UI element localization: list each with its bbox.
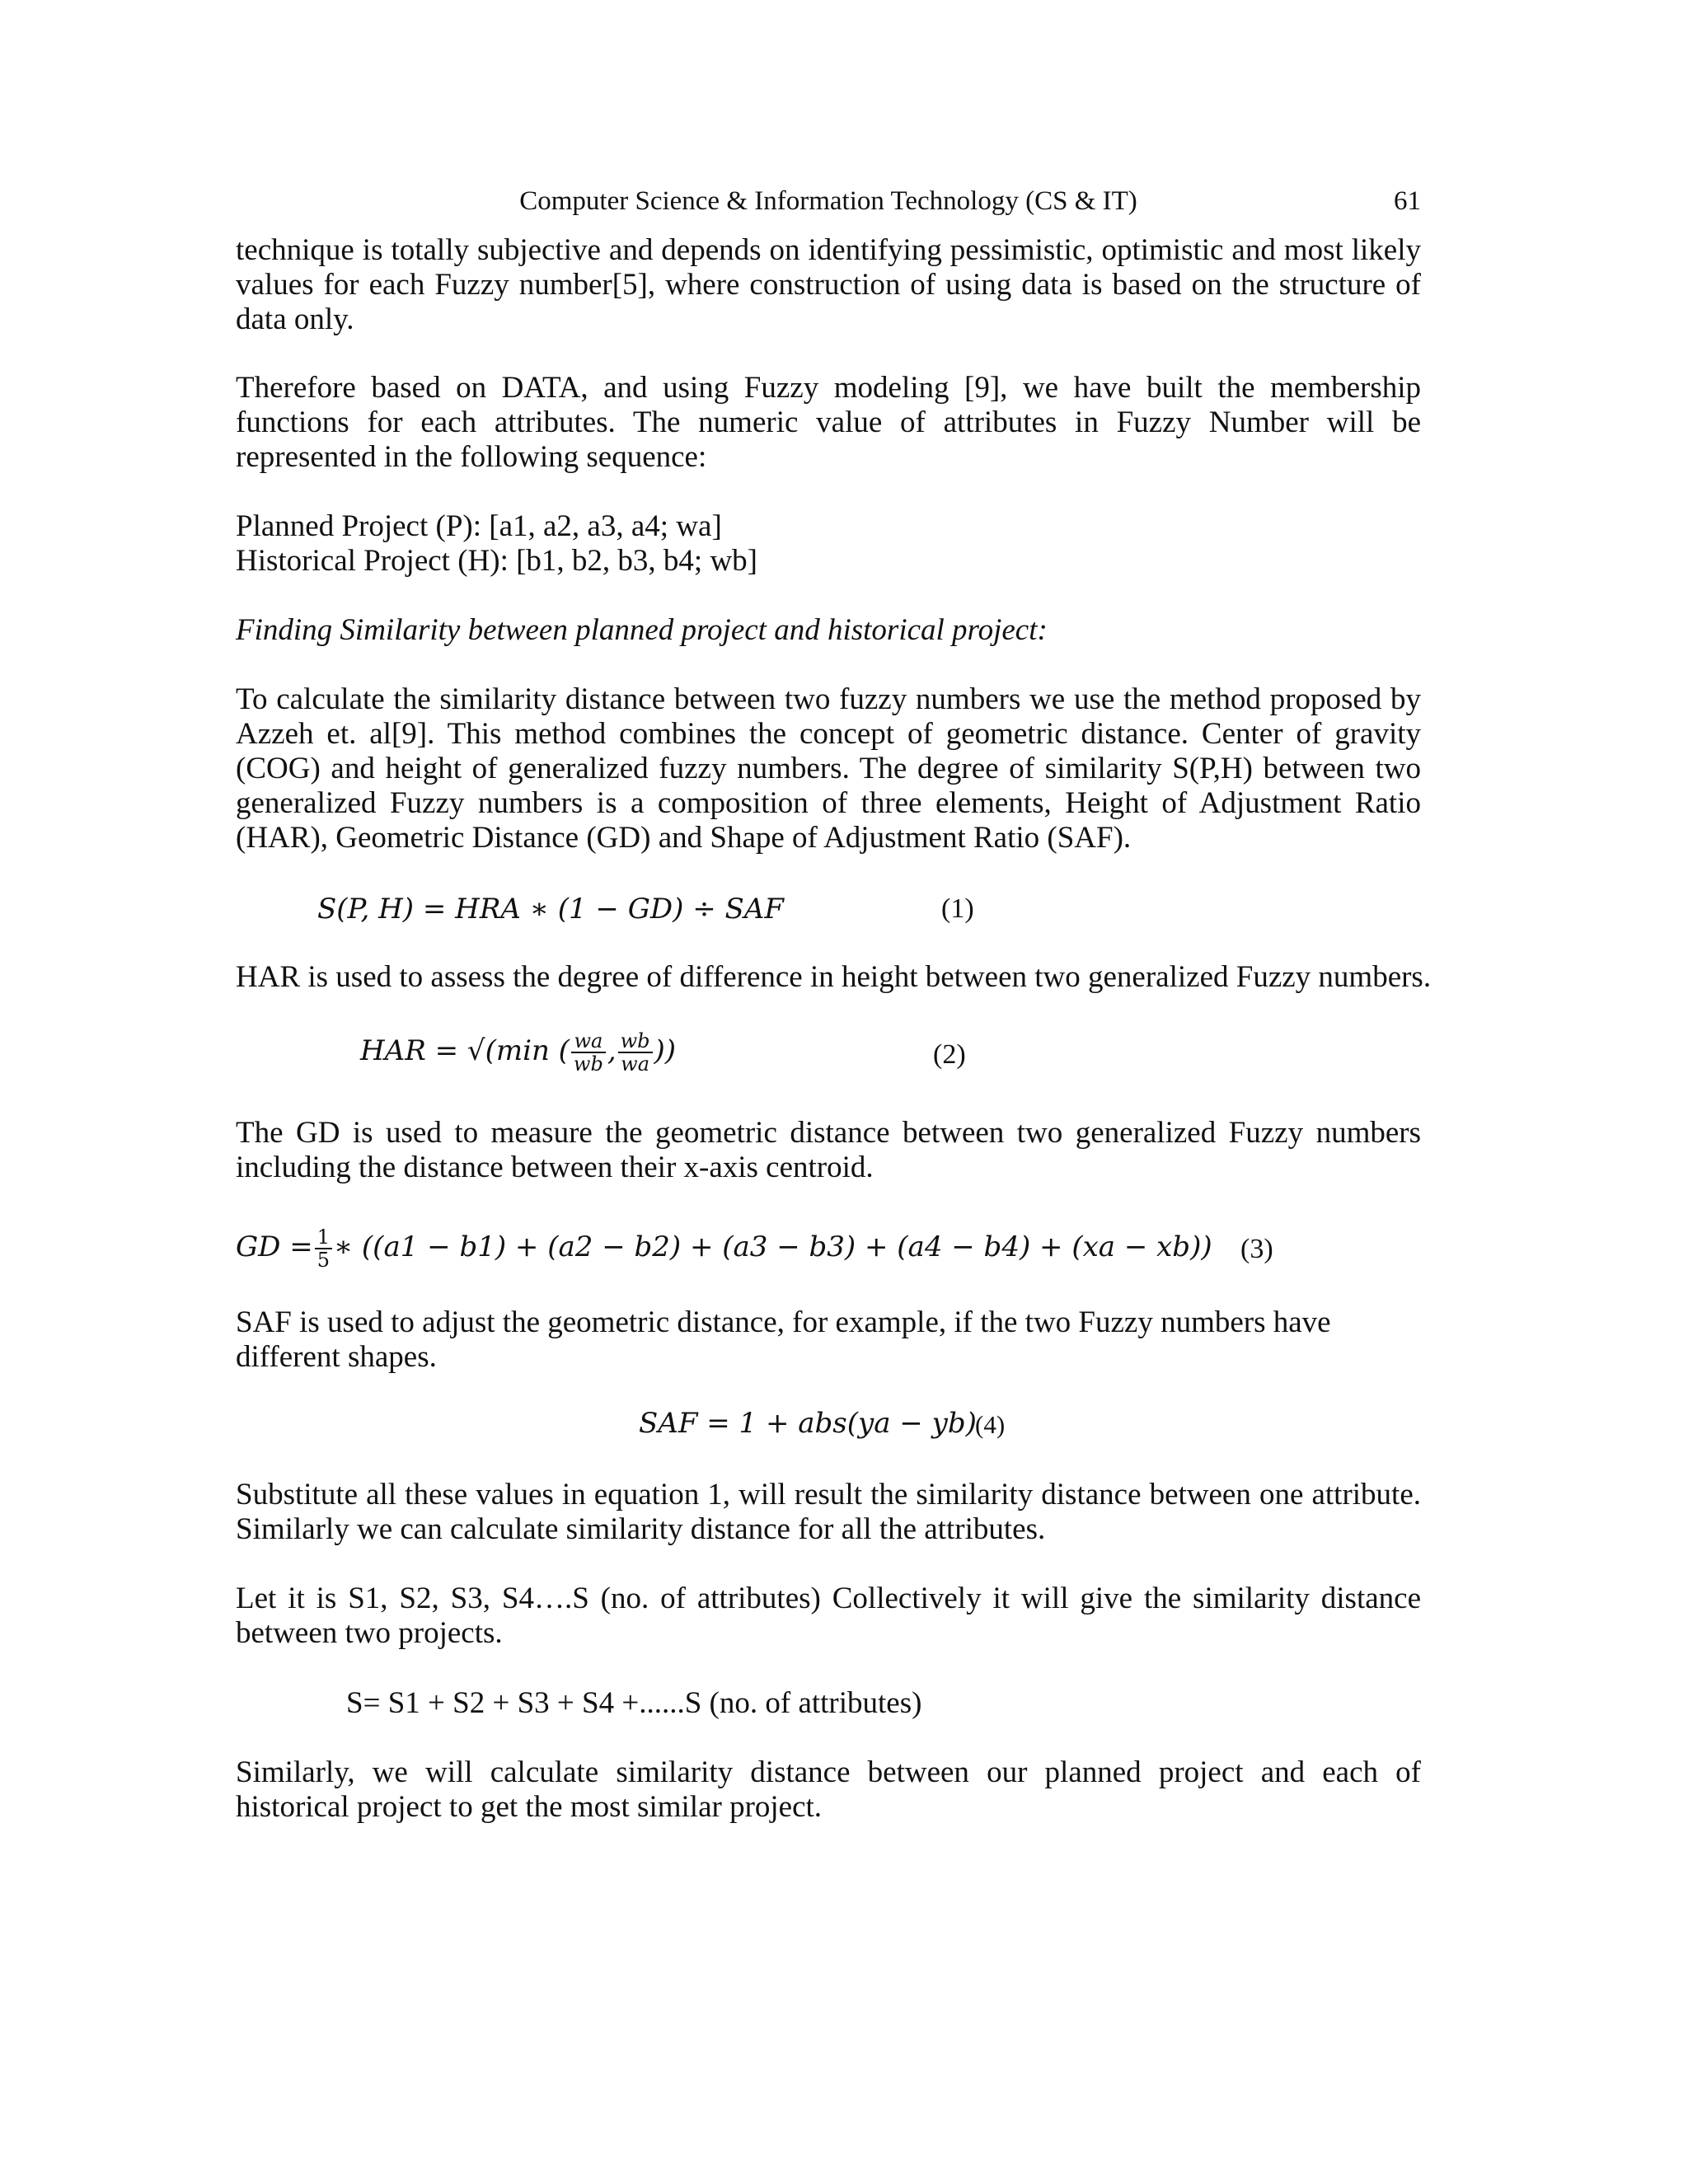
paragraph-let-it-be: Let it is S1, S2, S3, S4….S (no. of attributes) Collectively it will give the similarity distance between two projects. [236, 1582, 1421, 1650]
equation-2-number: (2) [933, 1039, 966, 1070]
fraction-denominator: wb [573, 1052, 603, 1076]
equation-2 [360, 1030, 676, 1075]
equation-1: S(P, H) = HRA ∗ (1 − GD) ÷ SAF [317, 893, 784, 926]
equation-3 [236, 1226, 1212, 1271]
paragraph-gd: The GD is used to measure the geometric distance between two generalized Fuzzy numbers including the distance between their x-axis centroid. [236, 1116, 1421, 1184]
equation-4: SAF = 1 + abs(ya − yb) [639, 1407, 977, 1440]
section-subheading: Finding Similarity between planned project and historical project: [236, 613, 1048, 647]
paragraph-saf: SAF is used to adjust the geometric distance, for example, if the two Fuzzy numbers have different shapes. [236, 1305, 1331, 1374]
sum-equation: S= S1 + S2 + S3 + S4 +......S (no. of attributes) [346, 1686, 922, 1720]
equation-3-rhs: ∗ ((a1 − b1) + (a2 − b2) + (a3 − b3) + (a4 − b4) + (xa − xb)) [334, 1230, 1212, 1263]
equation-1-number: (1) [941, 893, 974, 924]
fraction-numerator: wa [571, 1030, 606, 1053]
journal-title: Computer Science & Information Technology (CS & IT) [519, 186, 1137, 216]
historical-project-line: Historical Project (H): [b1, b2, b3, b4; wb] [236, 544, 757, 578]
equation-3-lhs: GD = [236, 1230, 313, 1263]
paragraph-conclusion: Similarly, we will calculate similarity distance between our planned project and each of historical project to get the most similar project. [236, 1755, 1421, 1824]
fraction-denominator: 5 [316, 1249, 330, 1272]
paragraph-substitute: Substitute all these values in equation 1, will result the similarity distance between one attribute. Similarly we can calculate similarity distance for all the attributes. [236, 1478, 1421, 1546]
running-header [236, 183, 1421, 219]
equation-4-number: (4) [975, 1410, 1006, 1439]
fraction-one-fifth [315, 1226, 332, 1271]
paragraph-har: HAR is used to assess the degree of difference in height between two generalized Fuzzy numbers. [236, 960, 1432, 994]
equation-3-number: (3) [1240, 1234, 1273, 1264]
fraction-numerator: wb [618, 1030, 653, 1053]
fraction-numerator: 1 [315, 1226, 332, 1249]
fraction-separator: , [607, 1034, 617, 1067]
paragraph-data-modeling: Therefore based on DATA, and using Fuzzy modeling [9], we have built the membership functions for each attributes. The numeric value of attributes in Fuzzy Number will be represented in the following sequence: [236, 371, 1421, 474]
page-number: 61 [1394, 186, 1421, 216]
fraction-denominator: wa [621, 1052, 650, 1076]
paragraph-similarity-method: To calculate the similarity distance between two fuzzy numbers we use the method proposed by Azzeh et. al[9]. This method combines the concept of geometric distance. Center of gravity (COG) and height of generalized fuzzy numbers. The degree of similarity S(P,H) between two generalized Fuzzy numbers is a composition of three elements, Height of Adjustment Ratio (HAR), Geometric Distance (GD) and Shape of Adjustment Ratio (SAF). [236, 682, 1421, 855]
equation-2-rhs: )) [654, 1034, 677, 1067]
planned-project-line: Planned Project (P): [a1, a2, a3, a4; wa] [236, 509, 722, 543]
fraction-wb-over-wa [618, 1030, 653, 1075]
fraction-wa-over-wb [571, 1030, 606, 1075]
paragraph-technique: technique is totally subjective and depends on identifying pessimistic, optimistic and most likely values for each Fuzzy number[5], where construction of using data is based on the structure of data only. [236, 233, 1421, 336]
equation-2-lhs: HAR = √(min ( [360, 1034, 570, 1067]
